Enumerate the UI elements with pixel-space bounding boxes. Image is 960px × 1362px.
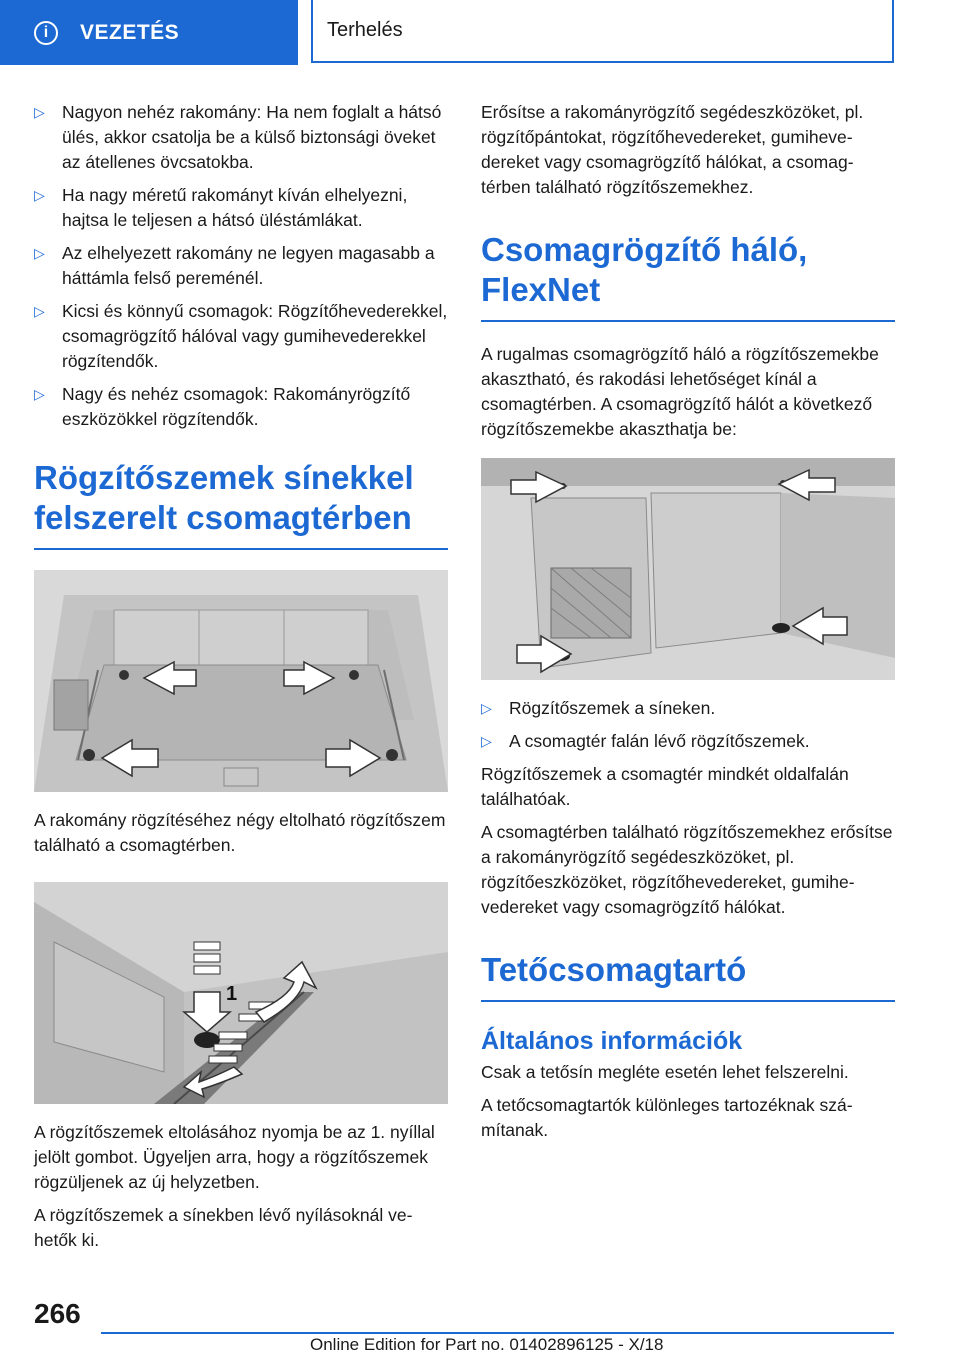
list-item: ▷ Az elhelyezett rakomány ne legyen magasabb a háttámla felső pereménél. <box>34 243 435 288</box>
subheading-general-info: Általános információk <box>481 1027 743 1055</box>
list-item: ▷ Ha nagy méretű rakományt kíván elhelyezni, hajtsa le teljesen a hátsó üléstámlákat. <box>34 185 408 230</box>
flexnet-bullet-list <box>481 696 895 754</box>
info-circle-icon: i <box>34 21 58 45</box>
triangle-bullet-icon: ▷ <box>34 303 45 319</box>
triangle-bullet-icon: ▷ <box>481 700 492 716</box>
side-wall-paragraph: Rögzítőszemek a csomagtér mindkét oldalfalán találhatóak. <box>481 764 849 809</box>
list-item: ▷ Kicsi és könnyű csomagok: Rögzítőhevederekkel, csomagrögzítő hálóval vagy gumihevederekkel rögzítendők. <box>34 301 448 371</box>
triangle-bullet-icon: ▷ <box>34 245 45 261</box>
triangle-bullet-icon: ▷ <box>34 104 45 120</box>
page-number: 266 <box>34 1298 81 1329</box>
header-title-box <box>311 0 894 63</box>
section-heading-roof-rack: Tetőcsomagtartó <box>481 950 895 1002</box>
accessory-paragraph: A tetőcsomagtartók különleges tartozéknak számítanak. <box>481 1095 853 1140</box>
roof-rail-paragraph: Csak a tetősín megléte esetén lehet felszerelni. <box>481 1062 849 1082</box>
photo1-caption: A rakomány rögzítéséhez négy eltolható rögzítőszem található a csomagtérben. <box>34 810 446 855</box>
flexnet-paragraph: A rugalmas csomagrögzítő háló a rögzítőszemekbe akasztható, és rakodási lehetőséget kínál a csomagtérben. A csomagrögzítő hálót a következő rögzítőszemekbe akaszthatja be: <box>481 344 879 439</box>
cargo-area-eyes-photo <box>34 570 448 792</box>
footer-edition: Online Edition for Part no. 01402896125 - X/18 <box>310 1335 664 1354</box>
photo2-caption: A rögzítőszemek eltolásához nyomja be az 1. nyíllal jelölt gombot. Ügyeljen arra, hogy a rögzítőszemek rögzüljenek az új helyzetben. <box>34 1122 435 1192</box>
rail-eye-release-photo <box>34 882 448 1104</box>
left-column <box>34 100 448 1261</box>
section-heading-lashing-eyes: Rögzítőszemek sínekkel felszerelt csomagtérben <box>34 458 448 550</box>
list-item: ▷ Nagyon nehéz rakomány: Ha nem foglalt a hátsó ülés, akkor csatolja be a külső biztonsági öveket az átellenes övcsatokba. <box>34 102 442 172</box>
footer-divider <box>101 1332 894 1334</box>
intro-paragraph: Erősítse a rakományrögzítő segédeszközöket, pl. rögzítőpántokat, rögzítőhevedereket, gumihevedereket vagy csomagrögzítő hálókat, a csomagtérben található rögzítőszemekhez. <box>481 102 864 197</box>
photo2-caption-b: A rögzítőszemek a sínekben lévő nyílásoknál vehetők ki. <box>34 1205 413 1250</box>
list-item: ▷ Rögzítőszemek a síneken. <box>481 696 895 721</box>
flexnet-eyes-photo <box>481 458 895 680</box>
section-label: VEZETÉS <box>80 20 180 44</box>
photo2-label-1: 1 <box>226 983 238 1005</box>
right-column <box>481 100 895 1151</box>
triangle-bullet-icon: ▷ <box>34 187 45 203</box>
list-item: ▷ A csomagtér falán lévő rögzítőszemek. <box>481 729 895 754</box>
section-heading-flexnet: Csomagrögzítő háló, FlexNet <box>481 230 895 322</box>
attach-paragraph: A csomagtérben található rögzítőszemekhez erősítse a rakományrögzítő segédeszközöket, pl. rögzítőeszközöket, rögzítőhevedereket, gumihevedereket vagy csomagrögzítő hálókat. <box>481 822 893 917</box>
triangle-bullet-icon: ▷ <box>481 733 492 749</box>
list-item: ▷ Nagy és nehéz csomagok: Rakományrögzítő eszközökkel rögzítendők. <box>34 384 411 429</box>
triangle-bullet-icon: ▷ <box>34 386 45 402</box>
page-title: Terhelés <box>327 19 403 41</box>
cargo-bullet-list <box>34 100 448 432</box>
header-section-tab <box>0 0 298 65</box>
